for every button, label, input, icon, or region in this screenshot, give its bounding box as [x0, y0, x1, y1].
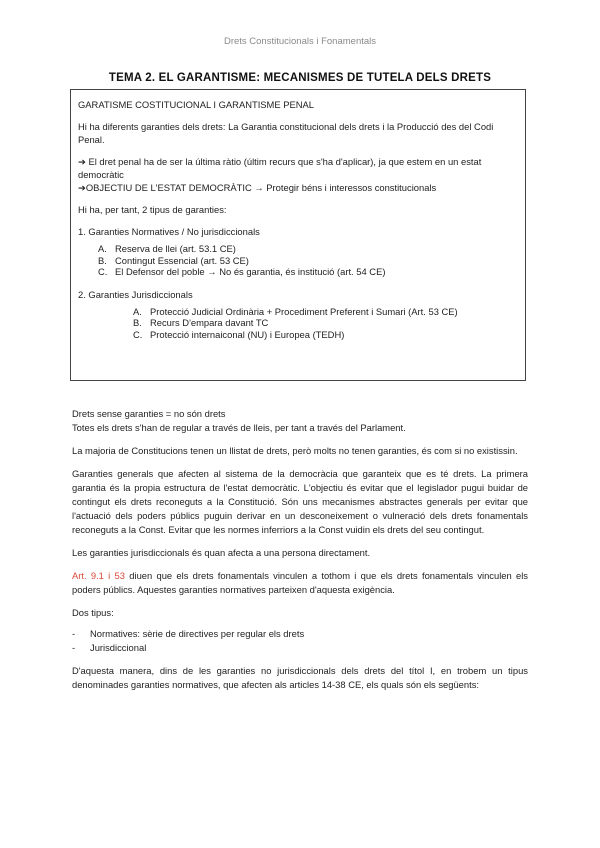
box-types-intro: Hi ha, per tant, 2 tipus de garanties:	[78, 204, 227, 215]
list-item: - Normatives: sèrie de directives per regular els drets	[72, 628, 305, 639]
running-header: Drets Constitucionals i Fonamentals	[223, 36, 377, 47]
article-reference: Art. 9.1 i 53	[72, 570, 125, 581]
paragraph: D'aquesta manera, dins de les garanties no jurisdiccionals dels drets del títol I, en trobem un tipus denominades garanties normatives, que afecten als articles 14-38 CE, els quals són els següents:	[72, 665, 528, 690]
box-arrow-line-1: ➔ El dret penal ha de ser la última ràtio (últim recurs que s'ha d'aplicar), ja que estem en un estat democràtic	[78, 156, 482, 180]
list-item: B. Contingut Essencial (art. 53 CE)	[98, 254, 249, 266]
normative-guarantees-list	[78, 243, 518, 278]
list-item: - Jurisdiccional	[72, 642, 147, 653]
body-text	[72, 407, 528, 701]
paragraph: Les garanties jurisdiccionals és quan afecta a una persona directament.	[72, 547, 371, 558]
list-item: B. Recurs D'empara davant TC	[133, 317, 269, 328]
list-item: C. El Defensor del poble → No és garantia, és institució (art. 54 CE)	[98, 266, 386, 277]
paragraph: La majoria de Constitucions tenen un llistat de drets, però molts no tenen garanties, és com si no existissin.	[72, 445, 518, 456]
box-section-1: 1. Garanties Normatives / No jurisdiccionals	[78, 226, 260, 237]
list-item: C. Protecció internaiconal (NU) i Europea (TEDH)	[133, 328, 345, 340]
jurisdictional-guarantees-list	[78, 306, 518, 341]
box-arrow-line-2: ➔OBJECTIU DE L'ESTAT DEMOCRÀTIC → Protegir béns i interessos constitucionals	[78, 182, 437, 193]
paragraph: Dos tipus:	[72, 607, 114, 618]
list-item: A. Protecció Judicial Ordinària + Procediment Preferent i Sumari (Art. 53 CE)	[133, 305, 458, 317]
summary-box	[70, 89, 526, 381]
paragraph-line: Totes els drets s'han de regular a través de lleis, per tant a través del Parlament.	[72, 422, 406, 433]
paragraph-line: Drets sense garanties = no són drets	[72, 408, 226, 419]
box-section-2: 2. Garanties Jurisdiccionals	[78, 288, 193, 300]
paragraph: Garanties generals que afecten al sistema de la democràcia que garanteix que es té drets. La primera garantia és la propia estructura de l'estat democràtic. L'objectiu és evitar que el legislador pugui buidar de contingut els drets reconeguts a la Constitució. Són uns mecanismes abstractes generals per evitar que l'actuació dels poders públics puguin derivar en un desconeixement o vulneració dels drets fonamentals reconeguts a la Const. Evitar que les normes inferriors a la Const vuidin els drets del seu contingut.	[72, 468, 528, 535]
document-title: TEMA 2. EL GARANTISME: MECANISMES DE TUTELA DELS DRETS	[108, 72, 492, 84]
paragraph: Art. 9.1 i 53 diuen que els drets fonamentals vinculen a tothom i que els drets fonamentals vinculen els poders públics. Aquestes garanties normatives parteixen d'aquesta exigència.	[72, 570, 528, 595]
types-list	[72, 627, 528, 655]
box-heading: GARATISME COSTITUCIONAL I GARANTISME PENAL	[78, 99, 314, 110]
box-intro: Hi ha diferents garanties dels drets: La Garantia constitucional dels drets i la Producció des del Codi Penal.	[78, 121, 494, 145]
list-item: A. Reserva de llei (art. 53.1 CE)	[98, 243, 236, 254]
